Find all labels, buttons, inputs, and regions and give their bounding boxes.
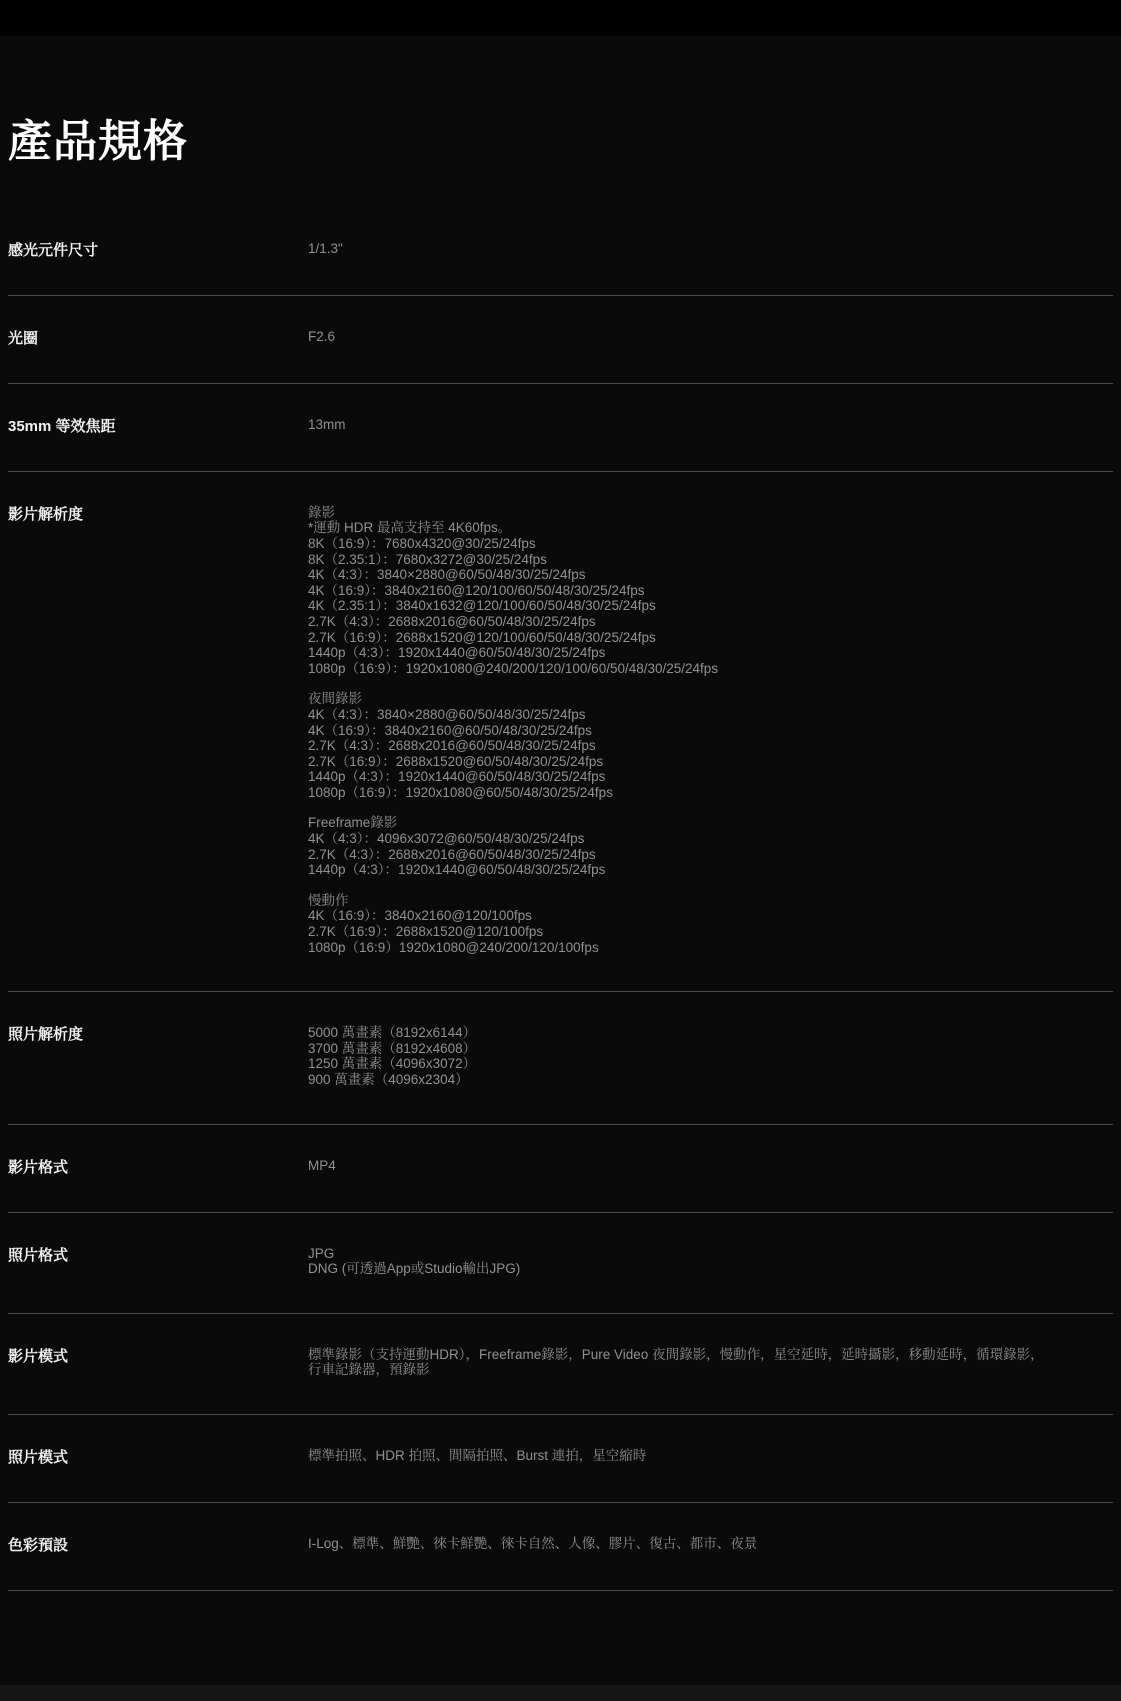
content-area: [0, 116, 1121, 1591]
spec-value-group: [308, 1536, 1053, 1552]
spec-value-line: 8K（2.35:1）：7680x3272@30/25/24fps: [308, 551, 547, 567]
spec-value-line: 慢動作: [308, 892, 349, 908]
spec-label: 感光元件尺寸: [8, 241, 99, 259]
spec-label: 照片格式: [8, 1246, 69, 1264]
spec-value: [308, 1347, 1113, 1378]
spec-label: 35mm 等效焦距: [8, 417, 116, 435]
spec-table: [8, 195, 1113, 1591]
spec-row: [8, 992, 1113, 1124]
spec-value-line: 1/1.3": [308, 240, 343, 256]
spec-value-group: [308, 1347, 1053, 1378]
spec-value-line: 1250 萬畫素（4096x3072）: [308, 1056, 477, 1072]
spec-value-line: 4K（16:9）：3840x2160@60/50/48/30/25/24fps: [308, 722, 592, 738]
spec-label: 影片解析度: [8, 505, 84, 523]
spec-value-line: I-Log、標準、鮮艷、徠卡鮮艷、徠卡自然、人像、膠片、復古、都市、夜景: [308, 1535, 758, 1551]
spec-value: [308, 1536, 1113, 1552]
spec-value-line: 2.7K（16:9）：2688x1520@120/100fps: [308, 924, 544, 940]
spec-row: [8, 1314, 1113, 1415]
spec-value-group: [308, 505, 1053, 677]
spec-label: 照片解析度: [8, 1026, 84, 1044]
spec-value-line: 標準拍照、HDR 拍照、間隔拍照、Burst 連拍，星空縮時: [308, 1447, 647, 1463]
spec-row: [8, 384, 1113, 472]
spec-value: [308, 505, 1113, 955]
spec-value-line: 2.7K（16:9）：2688x1520@120/100/60/50/48/30/25/24fps: [308, 629, 656, 645]
spec-value-line: 2.7K（16:9）：2688x1520@60/50/48/30/25/24fps: [308, 753, 604, 769]
spec-value-line: DNG (可透過App或Studio輸出JPG): [308, 1261, 521, 1277]
spec-value: [308, 1448, 1113, 1464]
spec-value-line: JPG: [308, 1245, 335, 1261]
spec-value: [308, 329, 1113, 345]
spec-value-group: [308, 329, 1053, 345]
spec-value-line: 900 萬畫素（4096x2304）: [308, 1072, 469, 1088]
spec-value-group: [308, 893, 1053, 955]
spec-value-line: F2.6: [308, 328, 336, 344]
spec-value-line: 13mm: [308, 416, 346, 432]
spec-value-group: [308, 815, 1053, 877]
spec-row: [8, 472, 1113, 992]
spec-value-line: 4K（4:3）：4096x3072@60/50/48/30/25/24fps: [308, 831, 585, 847]
spec-value-group: [308, 241, 1053, 257]
spec-value-line: 1080p（16:9）1920x1080@240/200/120/100fps: [308, 939, 599, 955]
spec-row: [8, 1415, 1113, 1503]
bottom-band: [0, 1685, 1121, 1701]
spec-value-line: MP4: [308, 1157, 336, 1173]
spec-value-line: 1440p（4:3）：1920x1440@60/50/48/30/25/24fps: [308, 862, 606, 878]
spec-value: [308, 1025, 1113, 1087]
spec-value-group: [308, 1448, 1053, 1464]
page-title: 產品規格: [8, 117, 188, 166]
spec-value-line: 1440p（4:3）：1920x1440@60/50/48/30/25/24fps: [308, 645, 606, 661]
spec-value-line: 1440p（4:3）：1920x1440@60/50/48/30/25/24fps: [308, 769, 606, 785]
spec-value-line: 5000 萬畫素（8192x6144）: [308, 1025, 477, 1041]
spec-value-line: 標準錄影（支持運動HDR），Freeframe錄影，Pure Video 夜間錄影，慢動作，星空延時，延時攝影，移動延時，循環錄影，行車記錄器，預錄影: [308, 1346, 1044, 1378]
spec-value-group: [308, 1246, 1053, 1277]
spec-value-line: *運動 HDR 最高支持至 4K60fps。: [308, 520, 512, 536]
spec-value-group: [308, 1025, 1053, 1087]
spec-value-line: 4K（4:3）：3840×2880@60/50/48/30/25/24fps: [308, 567, 586, 583]
spec-value-line: 1080p（16:9）：1920x1080@240/200/120/100/60/50/48/30/25/24fps: [308, 660, 719, 676]
spec-value-line: Freeframe錄影: [308, 815, 398, 831]
spec-value-group: [308, 691, 1053, 800]
spec-value-line: 2.7K（4:3）：2688x2016@60/50/48/30/25/24fps: [308, 846, 596, 862]
spec-value-group: [308, 1158, 1053, 1174]
spec-row: [8, 296, 1113, 384]
spec-value-line: 4K（16:9）：3840x2160@120/100/60/50/48/30/25/24fps: [308, 582, 645, 598]
spec-value-line: 8K（16:9）：7680x4320@30/25/24fps: [308, 535, 536, 551]
spec-value: [308, 1246, 1113, 1277]
spec-row: [8, 195, 1113, 296]
spec-value-line: 4K（16:9）：3840x2160@120/100fps: [308, 908, 532, 924]
spec-value-line: 2.7K（4:3）：2688x2016@60/50/48/30/25/24fps: [308, 738, 596, 754]
spec-value-line: 2.7K（4:3）：2688x2016@60/50/48/30/25/24fps: [308, 613, 596, 629]
spec-value-line: 夜間錄影: [308, 691, 362, 707]
spec-value-group: [308, 417, 1053, 433]
spec-value: [308, 241, 1113, 257]
spec-value-line: 3700 萬畫素（8192x4608）: [308, 1040, 477, 1056]
spec-value-line: 4K（4:3）：3840×2880@60/50/48/30/25/24fps: [308, 706, 586, 722]
spec-label: 影片模式: [8, 1347, 69, 1365]
spec-value-line: 錄影: [308, 504, 335, 520]
spec-label: 色彩預設: [8, 1536, 69, 1554]
top-strip: [0, 0, 1121, 36]
spec-label: 光圈: [8, 329, 39, 347]
spec-row: [8, 1213, 1113, 1314]
spec-label: 影片格式: [8, 1158, 69, 1176]
spec-value: [308, 417, 1113, 433]
spec-row: [8, 1125, 1113, 1213]
spec-value-line: 1080p（16:9）：1920x1080@60/50/48/30/25/24fps: [308, 784, 613, 800]
spec-label: 照片模式: [8, 1448, 69, 1466]
spec-value-line: 4K（2.35:1）：3840x1632@120/100/60/50/48/30/25/24fps: [308, 598, 656, 614]
spec-row: [8, 1503, 1113, 1591]
spec-value: [308, 1158, 1113, 1174]
